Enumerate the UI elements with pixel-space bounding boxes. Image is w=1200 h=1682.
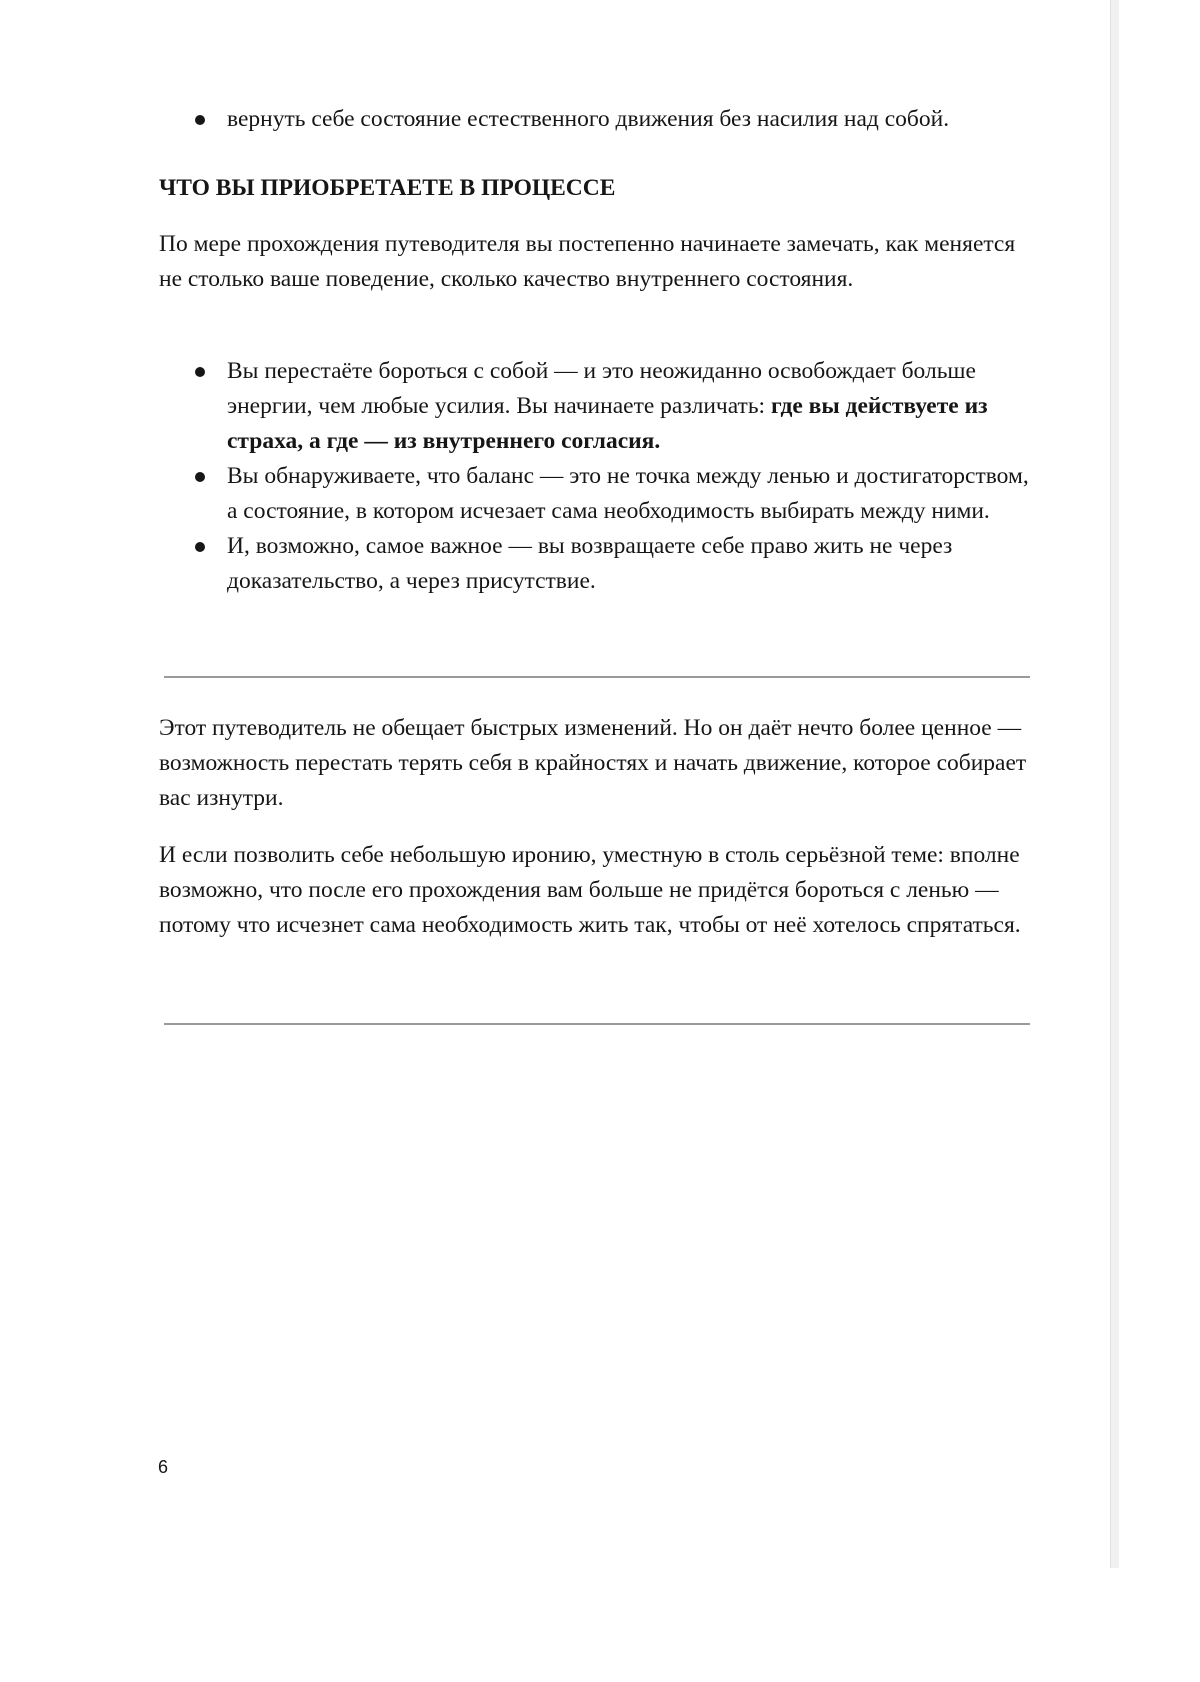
top-bullet-list <box>159 102 1039 137</box>
closing-paragraph: Этот путеводитель не обещает быстрых изменений. Но он даёт нечто более ценное — возможность перестать терять себя в крайностях и начать движение, которое собирает вас изнутри. <box>159 715 1027 811</box>
bullet-icon <box>195 542 205 552</box>
intro-paragraph: По мере прохождения путеводителя вы постепенно начинаете замечать, как меняется не столько ваше поведение, сколько качество внутреннего состояния. <box>159 231 1016 292</box>
list-item <box>159 102 1039 137</box>
gains-bullet-list <box>159 354 1039 599</box>
list-item <box>159 459 1039 529</box>
list-item <box>159 529 1039 599</box>
list-item-emphasis: где вы действуете из страха, а где — из внутреннего согласия. <box>227 393 988 454</box>
page-number: 6 <box>158 1457 169 1477</box>
horizontal-divider <box>164 676 1030 678</box>
list-item-text: Вы обнаруживаете, что баланс — это не точка между ленью и достигаторством, а состояние, в котором исчезает сама необходимость выбирать между ними. <box>227 463 1029 524</box>
closing-paragraph: И если позволить себе небольшую иронию, уместную в столь серьёзной теме: вполне возможно, что после его прохождения вам больше не придётся бороться с ленью — потому что исчезнет сама необходимость жить так, чтобы от неё хотелось спрятаться. <box>159 842 1021 938</box>
section-heading: ЧТО ВЫ ПРИОБРЕТАЕТЕ В ПРОЦЕССЕ <box>159 175 616 201</box>
list-item-text: Вы перестаёте бороться с собой — и это неожиданно освобождает больше энергии, чем любые усилия. Вы начинаете различать: <box>227 358 976 419</box>
bullet-icon <box>195 115 205 125</box>
horizontal-divider <box>164 1023 1030 1025</box>
page-edge <box>1110 0 1119 1568</box>
list-item-text: вернуть себе состояние естественного движения без насилия над собой. <box>227 106 950 132</box>
list-item-text: И, возможно, самое важное — вы возвращаете себе право жить не через доказательство, а через присутствие. <box>227 533 953 594</box>
bullet-icon <box>195 472 205 482</box>
bullet-icon <box>195 367 205 377</box>
list-item <box>159 354 1039 459</box>
